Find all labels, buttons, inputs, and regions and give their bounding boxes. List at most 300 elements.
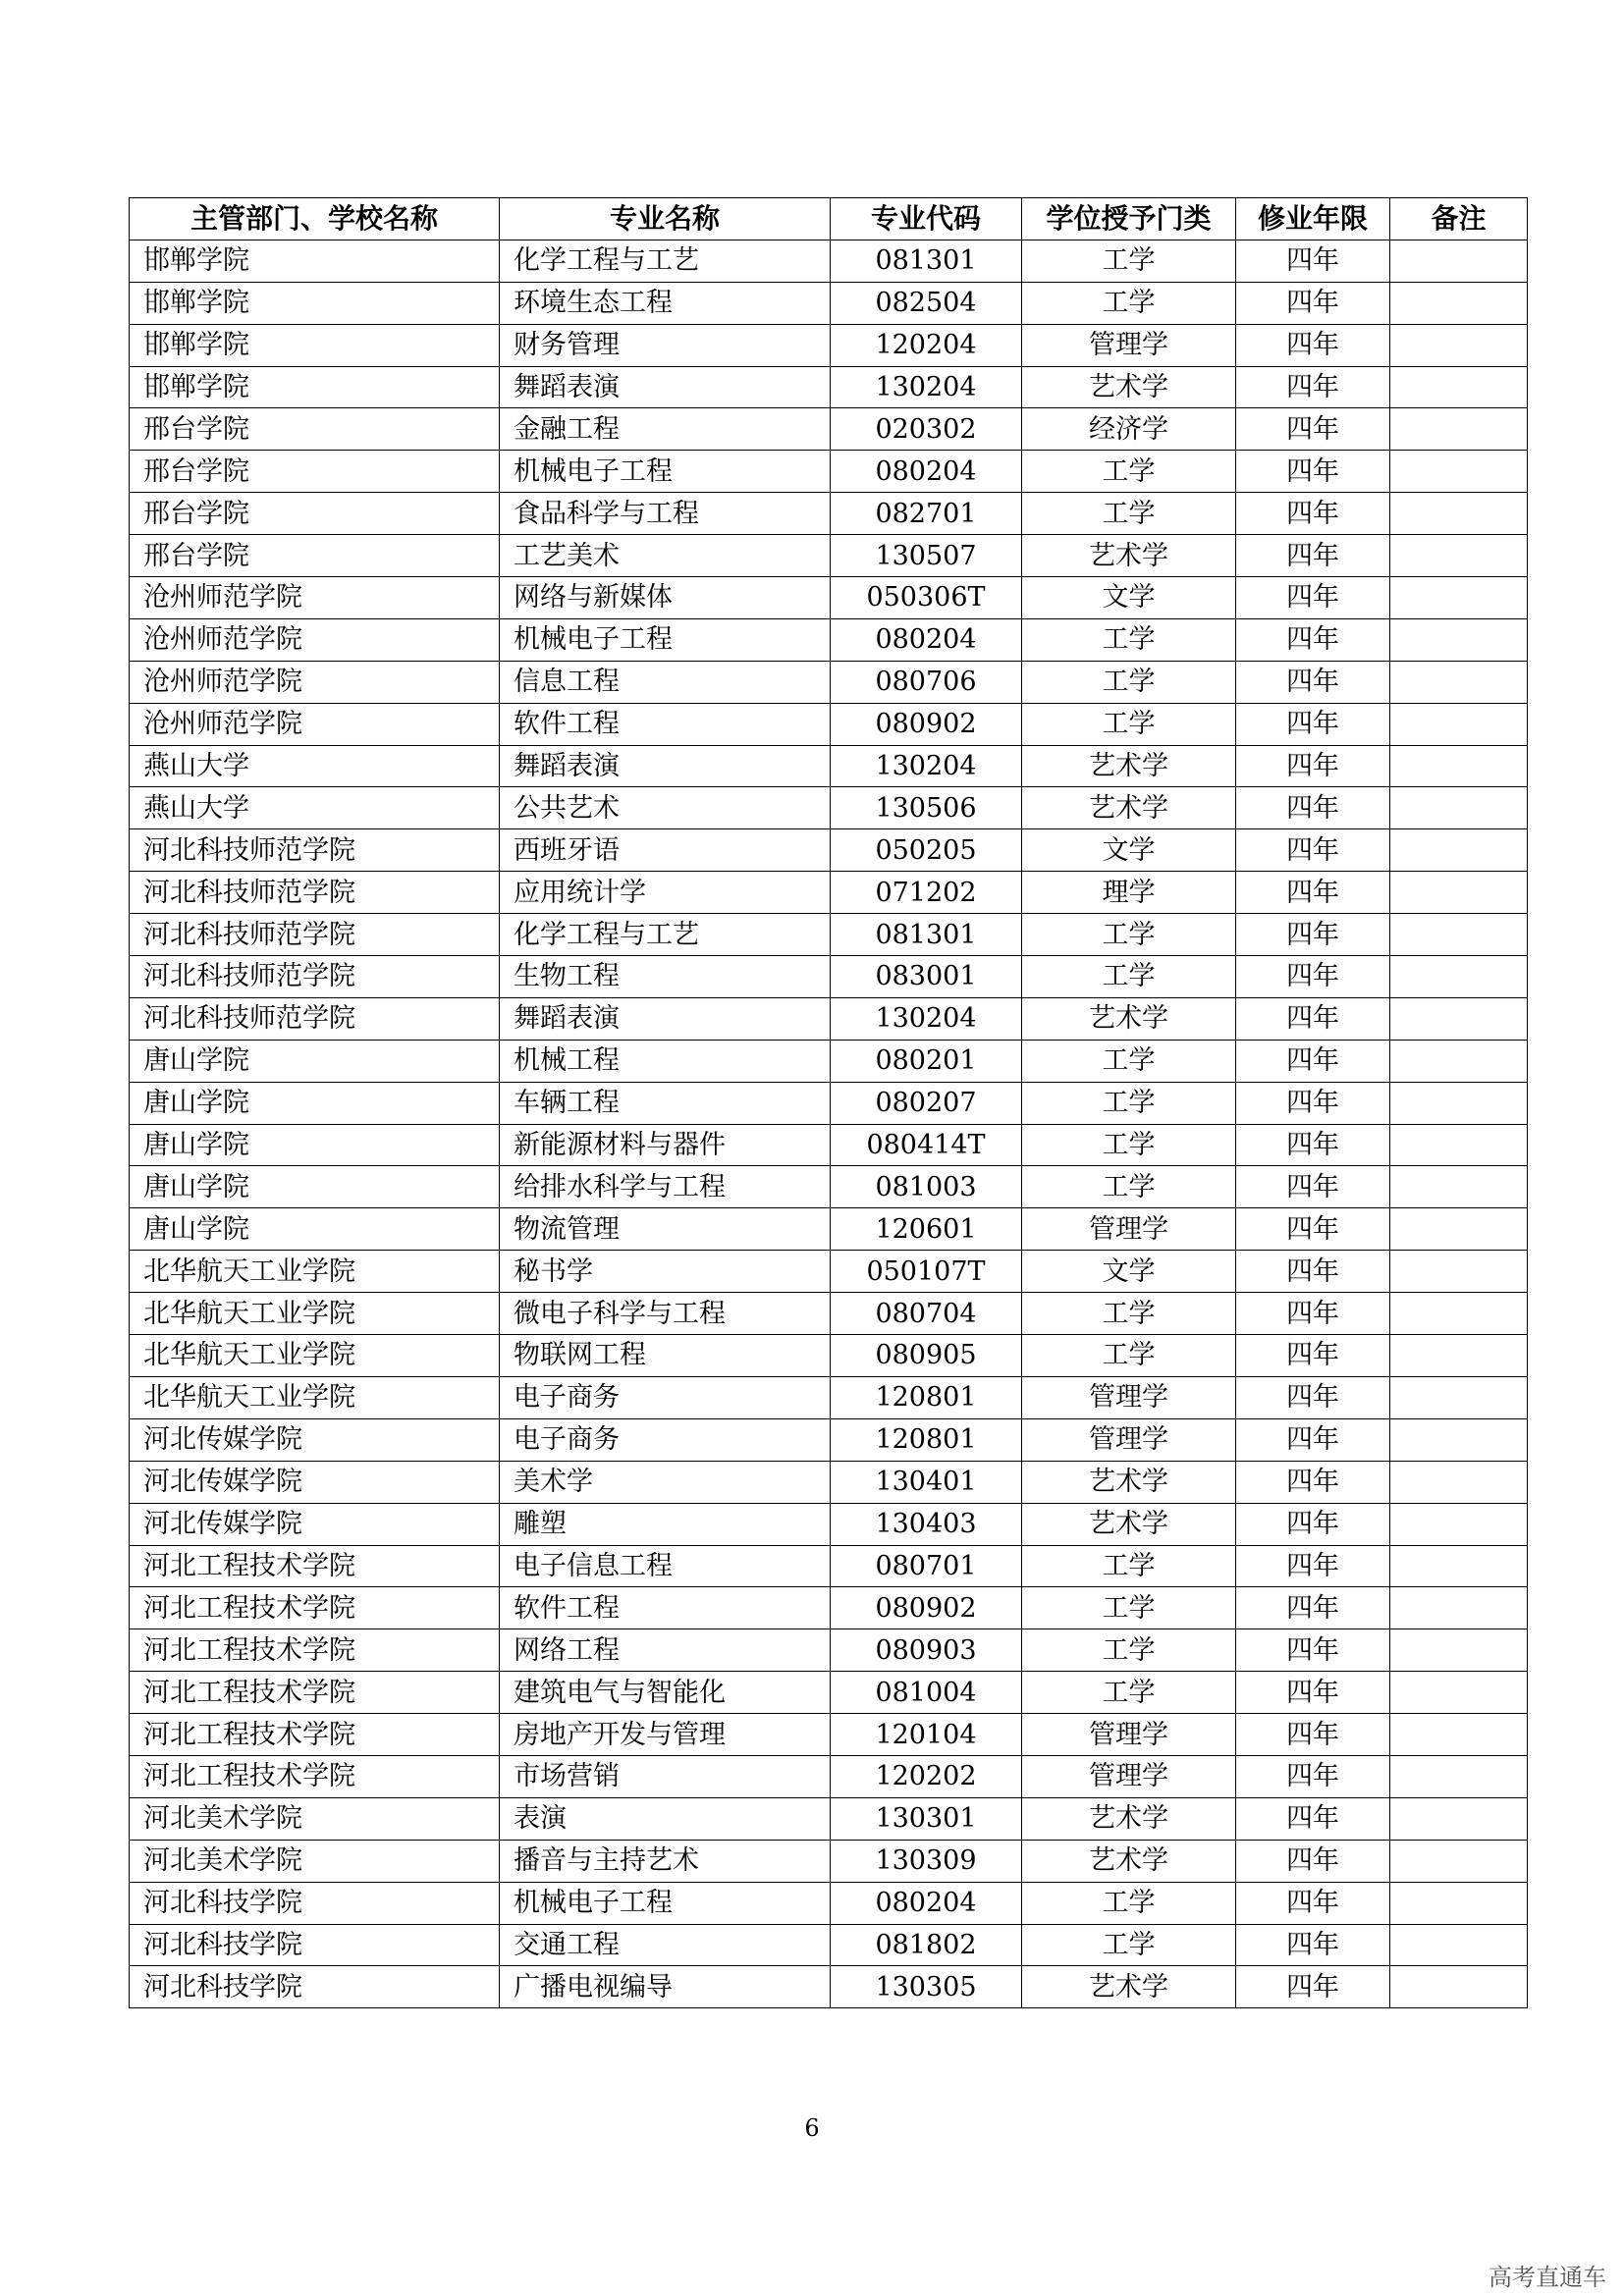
header-degree: 学位授予门类: [1022, 198, 1236, 240]
cell-degree: 管理学: [1022, 1418, 1236, 1461]
table-row: [130, 872, 1528, 914]
cell-major: 美术学: [500, 1461, 831, 1503]
cell-major: 舞蹈表演: [500, 997, 831, 1040]
cell-major: 机械工程: [500, 1040, 831, 1082]
cell-years: 四年: [1236, 1882, 1390, 1924]
cell-code: 050306T: [831, 577, 1022, 619]
cell-school: 河北科技学院: [130, 1966, 500, 2008]
table-row: [130, 1714, 1528, 1756]
cell-code: 080204: [831, 618, 1022, 661]
cell-degree: 管理学: [1022, 1755, 1236, 1797]
cell-code: 130204: [831, 745, 1022, 787]
header-years: 修业年限: [1236, 198, 1390, 240]
cell-major: 交通工程: [500, 1924, 831, 1966]
cell-code: 080207: [831, 1082, 1022, 1124]
cell-note: [1390, 535, 1528, 577]
cell-code: 130507: [831, 535, 1022, 577]
cell-code: 080704: [831, 1293, 1022, 1335]
cell-note: [1390, 1040, 1528, 1082]
table-row: [130, 1966, 1528, 2008]
table-header-row: [130, 198, 1528, 240]
header-major: 专业名称: [500, 198, 831, 240]
cell-code: 083001: [831, 956, 1022, 998]
cell-code: 071202: [831, 872, 1022, 914]
cell-code: 130403: [831, 1503, 1022, 1545]
table-row: [130, 956, 1528, 998]
cell-degree: 工学: [1022, 1882, 1236, 1924]
cell-school: 邢台学院: [130, 451, 500, 493]
cell-note: [1390, 1251, 1528, 1293]
cell-code: 120204: [831, 324, 1022, 366]
table-row: [130, 829, 1528, 872]
cell-major: 电子信息工程: [500, 1545, 831, 1587]
cell-years: 四年: [1236, 1503, 1390, 1545]
cell-years: 四年: [1236, 872, 1390, 914]
cell-degree: 工学: [1022, 703, 1236, 745]
cell-degree: 工学: [1022, 1040, 1236, 1082]
cell-note: [1390, 618, 1528, 661]
table-row: [130, 1672, 1528, 1714]
cell-years: 四年: [1236, 1461, 1390, 1503]
cell-code: 080204: [831, 451, 1022, 493]
cell-code: 080706: [831, 661, 1022, 703]
cell-school: 河北工程技术学院: [130, 1587, 500, 1629]
cell-degree: 工学: [1022, 1124, 1236, 1166]
cell-degree: 艺术学: [1022, 997, 1236, 1040]
cell-note: [1390, 1461, 1528, 1503]
cell-degree: 工学: [1022, 1587, 1236, 1629]
table-row: [130, 661, 1528, 703]
cell-school: 唐山学院: [130, 1040, 500, 1082]
cell-degree: 文学: [1022, 829, 1236, 872]
cell-note: [1390, 1629, 1528, 1672]
cell-note: [1390, 282, 1528, 324]
cell-years: 四年: [1236, 240, 1390, 282]
watermark: 高考直通车: [1489, 2264, 1606, 2291]
cell-years: 四年: [1236, 829, 1390, 872]
cell-years: 四年: [1236, 1040, 1390, 1082]
cell-years: 四年: [1236, 1251, 1390, 1293]
cell-degree: 工学: [1022, 240, 1236, 282]
cell-note: [1390, 1124, 1528, 1166]
cell-degree: 艺术学: [1022, 366, 1236, 408]
cell-school: 沧州师范学院: [130, 577, 500, 619]
cell-years: 四年: [1236, 366, 1390, 408]
cell-major: 化学工程与工艺: [500, 240, 831, 282]
cell-school: 河北工程技术学院: [130, 1755, 500, 1797]
cell-note: [1390, 661, 1528, 703]
cell-years: 四年: [1236, 1924, 1390, 1966]
cell-years: 四年: [1236, 1755, 1390, 1797]
cell-code: 081802: [831, 1924, 1022, 1966]
cell-major: 房地产开发与管理: [500, 1714, 831, 1756]
cell-degree: 艺术学: [1022, 1503, 1236, 1545]
cell-note: [1390, 1166, 1528, 1208]
cell-major: 电子商务: [500, 1376, 831, 1418]
cell-note: [1390, 1840, 1528, 1882]
cell-school: 河北科技学院: [130, 1924, 500, 1966]
cell-note: [1390, 1376, 1528, 1418]
cell-major: 舞蹈表演: [500, 745, 831, 787]
cell-years: 四年: [1236, 787, 1390, 829]
cell-major: 电子商务: [500, 1418, 831, 1461]
cell-degree: 理学: [1022, 872, 1236, 914]
cell-note: [1390, 1293, 1528, 1335]
cell-major: 信息工程: [500, 661, 831, 703]
cell-school: 邯郸学院: [130, 282, 500, 324]
table-row: [130, 914, 1528, 956]
header-note: 备注: [1390, 198, 1528, 240]
cell-note: [1390, 1924, 1528, 1966]
cell-degree: 工学: [1022, 1545, 1236, 1587]
cell-note: [1390, 408, 1528, 451]
cell-code: 130301: [831, 1797, 1022, 1840]
cell-school: 唐山学院: [130, 1124, 500, 1166]
cell-major: 物流管理: [500, 1208, 831, 1251]
cell-note: [1390, 1882, 1528, 1924]
cell-years: 四年: [1236, 1672, 1390, 1714]
cell-note: [1390, 956, 1528, 998]
cell-note: [1390, 745, 1528, 787]
cell-years: 四年: [1236, 1840, 1390, 1882]
cell-degree: 工学: [1022, 282, 1236, 324]
cell-school: 邯郸学院: [130, 366, 500, 408]
header-school: 主管部门、学校名称: [130, 198, 500, 240]
cell-code: 080201: [831, 1040, 1022, 1082]
table-row: [130, 1208, 1528, 1251]
cell-code: 080905: [831, 1335, 1022, 1377]
cell-degree: 艺术学: [1022, 1840, 1236, 1882]
cell-school: 唐山学院: [130, 1166, 500, 1208]
cell-school: 河北传媒学院: [130, 1503, 500, 1545]
cell-degree: 工学: [1022, 1672, 1236, 1714]
table-row: [130, 577, 1528, 619]
table-row: [130, 282, 1528, 324]
table-row: [130, 1251, 1528, 1293]
cell-years: 四年: [1236, 1335, 1390, 1377]
cell-years: 四年: [1236, 451, 1390, 493]
cell-school: 沧州师范学院: [130, 618, 500, 661]
cell-degree: 艺术学: [1022, 1461, 1236, 1503]
cell-note: [1390, 451, 1528, 493]
cell-degree: 管理学: [1022, 1714, 1236, 1756]
cell-code: 050205: [831, 829, 1022, 872]
table-row: [130, 1124, 1528, 1166]
cell-years: 四年: [1236, 1629, 1390, 1672]
cell-note: [1390, 1714, 1528, 1756]
table-row: [130, 997, 1528, 1040]
cell-note: [1390, 872, 1528, 914]
cell-code: 120601: [831, 1208, 1022, 1251]
cell-major: 雕塑: [500, 1503, 831, 1545]
table-row: [130, 408, 1528, 451]
cell-years: 四年: [1236, 1545, 1390, 1587]
cell-note: [1390, 493, 1528, 535]
cell-note: [1390, 1545, 1528, 1587]
cell-years: 四年: [1236, 618, 1390, 661]
cell-degree: 艺术学: [1022, 1966, 1236, 2008]
table-row: [130, 1840, 1528, 1882]
cell-code: 120801: [831, 1376, 1022, 1418]
cell-school: 河北工程技术学院: [130, 1672, 500, 1714]
cell-degree: 工学: [1022, 1293, 1236, 1335]
cell-major: 给排水科学与工程: [500, 1166, 831, 1208]
table-row: [130, 1461, 1528, 1503]
cell-school: 北华航天工业学院: [130, 1251, 500, 1293]
cell-code: 120801: [831, 1418, 1022, 1461]
cell-major: 应用统计学: [500, 872, 831, 914]
cell-years: 四年: [1236, 1376, 1390, 1418]
cell-major: 生物工程: [500, 956, 831, 998]
cell-school: 河北科技师范学院: [130, 872, 500, 914]
cell-school: 北华航天工业学院: [130, 1335, 500, 1377]
cell-degree: 工学: [1022, 1082, 1236, 1124]
cell-note: [1390, 1418, 1528, 1461]
cell-code: 081301: [831, 240, 1022, 282]
cell-major: 金融工程: [500, 408, 831, 451]
cell-note: [1390, 787, 1528, 829]
cell-code: 020302: [831, 408, 1022, 451]
cell-note: [1390, 1587, 1528, 1629]
table-row: [130, 493, 1528, 535]
cell-school: 北华航天工业学院: [130, 1376, 500, 1418]
table-row: [130, 703, 1528, 745]
cell-code: 130305: [831, 1966, 1022, 2008]
cell-degree: 工学: [1022, 956, 1236, 998]
table-row: [130, 451, 1528, 493]
cell-years: 四年: [1236, 1124, 1390, 1166]
table-row: [130, 1587, 1528, 1629]
cell-code: 081004: [831, 1672, 1022, 1714]
cell-school: 邢台学院: [130, 535, 500, 577]
cell-degree: 工学: [1022, 1166, 1236, 1208]
cell-code: 080902: [831, 1587, 1022, 1629]
cell-school: 河北工程技术学院: [130, 1629, 500, 1672]
page-number: 6: [804, 2114, 820, 2142]
cell-major: 西班牙语: [500, 829, 831, 872]
cell-years: 四年: [1236, 493, 1390, 535]
cell-years: 四年: [1236, 1587, 1390, 1629]
cell-major: 工艺美术: [500, 535, 831, 577]
cell-code: 050107T: [831, 1251, 1022, 1293]
cell-degree: 艺术学: [1022, 535, 1236, 577]
cell-school: 燕山大学: [130, 745, 500, 787]
cell-school: 北华航天工业学院: [130, 1293, 500, 1335]
table-row: [130, 1293, 1528, 1335]
table-row: [130, 1924, 1528, 1966]
table-row: [130, 745, 1528, 787]
cell-school: 河北科技学院: [130, 1882, 500, 1924]
cell-school: 河北科技师范学院: [130, 829, 500, 872]
table-row: [130, 1503, 1528, 1545]
cell-years: 四年: [1236, 1797, 1390, 1840]
cell-note: [1390, 1797, 1528, 1840]
cell-years: 四年: [1236, 1714, 1390, 1756]
cell-years: 四年: [1236, 408, 1390, 451]
cell-code: 080204: [831, 1882, 1022, 1924]
table-row: [130, 1040, 1528, 1082]
cell-years: 四年: [1236, 703, 1390, 745]
cell-major: 播音与主持艺术: [500, 1840, 831, 1882]
cell-years: 四年: [1236, 1166, 1390, 1208]
cell-major: 秘书学: [500, 1251, 831, 1293]
cell-major: 网络与新媒体: [500, 577, 831, 619]
cell-major: 机械电子工程: [500, 618, 831, 661]
cell-code: 130309: [831, 1840, 1022, 1882]
cell-degree: 艺术学: [1022, 745, 1236, 787]
cell-degree: 管理学: [1022, 1376, 1236, 1418]
cell-code: 130204: [831, 366, 1022, 408]
cell-major: 财务管理: [500, 324, 831, 366]
cell-note: [1390, 577, 1528, 619]
cell-major: 物联网工程: [500, 1335, 831, 1377]
major-list-table: [129, 197, 1528, 2008]
table-row: [130, 366, 1528, 408]
cell-degree: 文学: [1022, 577, 1236, 619]
cell-years: 四年: [1236, 577, 1390, 619]
cell-degree: 工学: [1022, 618, 1236, 661]
cell-years: 四年: [1236, 1966, 1390, 2008]
table-row: [130, 1755, 1528, 1797]
table-row: [130, 1797, 1528, 1840]
cell-major: 软件工程: [500, 703, 831, 745]
cell-years: 四年: [1236, 956, 1390, 998]
cell-code: 130506: [831, 787, 1022, 829]
cell-code: 120202: [831, 1755, 1022, 1797]
cell-major: 市场营销: [500, 1755, 831, 1797]
cell-major: 舞蹈表演: [500, 366, 831, 408]
cell-years: 四年: [1236, 282, 1390, 324]
cell-code: 082701: [831, 493, 1022, 535]
cell-school: 邯郸学院: [130, 240, 500, 282]
table-row: [130, 1082, 1528, 1124]
cell-years: 四年: [1236, 324, 1390, 366]
cell-years: 四年: [1236, 1418, 1390, 1461]
cell-major: 网络工程: [500, 1629, 831, 1672]
cell-major: 表演: [500, 1797, 831, 1840]
cell-code: 120104: [831, 1714, 1022, 1756]
header-code: 专业代码: [831, 198, 1022, 240]
table-row: [130, 324, 1528, 366]
cell-code: 080701: [831, 1545, 1022, 1587]
cell-school: 邢台学院: [130, 493, 500, 535]
cell-school: 河北传媒学院: [130, 1461, 500, 1503]
cell-major: 广播电视编导: [500, 1966, 831, 2008]
cell-note: [1390, 703, 1528, 745]
cell-note: [1390, 1755, 1528, 1797]
cell-code: 081003: [831, 1166, 1022, 1208]
cell-code: 082504: [831, 282, 1022, 324]
cell-school: 沧州师范学院: [130, 703, 500, 745]
table-row: [130, 618, 1528, 661]
cell-years: 四年: [1236, 914, 1390, 956]
cell-school: 邢台学院: [130, 408, 500, 451]
cell-school: 河北传媒学院: [130, 1418, 500, 1461]
cell-years: 四年: [1236, 1293, 1390, 1335]
cell-school: 河北工程技术学院: [130, 1545, 500, 1587]
cell-degree: 文学: [1022, 1251, 1236, 1293]
cell-note: [1390, 366, 1528, 408]
cell-school: 河北美术学院: [130, 1840, 500, 1882]
cell-code: 080414T: [831, 1124, 1022, 1166]
table-row: [130, 1335, 1528, 1377]
cell-degree: 工学: [1022, 1629, 1236, 1672]
cell-school: 河北工程技术学院: [130, 1714, 500, 1756]
cell-note: [1390, 914, 1528, 956]
cell-school: 河北科技师范学院: [130, 997, 500, 1040]
cell-note: [1390, 1335, 1528, 1377]
cell-code: 080903: [831, 1629, 1022, 1672]
cell-code: 081301: [831, 914, 1022, 956]
cell-degree: 管理学: [1022, 324, 1236, 366]
cell-degree: 工学: [1022, 661, 1236, 703]
table-row: [130, 1882, 1528, 1924]
table-row: [130, 1629, 1528, 1672]
cell-degree: 经济学: [1022, 408, 1236, 451]
cell-school: 邯郸学院: [130, 324, 500, 366]
cell-degree: 管理学: [1022, 1208, 1236, 1251]
cell-major: 化学工程与工艺: [500, 914, 831, 956]
cell-school: 唐山学院: [130, 1208, 500, 1251]
cell-note: [1390, 829, 1528, 872]
cell-years: 四年: [1236, 661, 1390, 703]
cell-years: 四年: [1236, 1208, 1390, 1251]
cell-degree: 艺术学: [1022, 1797, 1236, 1840]
table-row: [130, 535, 1528, 577]
cell-note: [1390, 997, 1528, 1040]
cell-note: [1390, 1208, 1528, 1251]
cell-school: 唐山学院: [130, 1082, 500, 1124]
table-row: [130, 1545, 1528, 1587]
cell-major: 环境生态工程: [500, 282, 831, 324]
cell-school: 河北美术学院: [130, 1797, 500, 1840]
table-row: [130, 1376, 1528, 1418]
cell-note: [1390, 1503, 1528, 1545]
cell-degree: 艺术学: [1022, 787, 1236, 829]
table-row: [130, 1166, 1528, 1208]
table-row: [130, 1418, 1528, 1461]
cell-code: 130401: [831, 1461, 1022, 1503]
table-row: [130, 787, 1528, 829]
cell-major: 新能源材料与器件: [500, 1124, 831, 1166]
cell-school: 河北科技师范学院: [130, 956, 500, 998]
cell-major: 机械电子工程: [500, 1882, 831, 1924]
cell-degree: 工学: [1022, 493, 1236, 535]
cell-degree: 工学: [1022, 451, 1236, 493]
cell-school: 沧州师范学院: [130, 661, 500, 703]
cell-note: [1390, 324, 1528, 366]
cell-major: 软件工程: [500, 1587, 831, 1629]
cell-major: 公共艺术: [500, 787, 831, 829]
cell-note: [1390, 1672, 1528, 1714]
cell-years: 四年: [1236, 997, 1390, 1040]
cell-major: 建筑电气与智能化: [500, 1672, 831, 1714]
cell-note: [1390, 1966, 1528, 2008]
cell-years: 四年: [1236, 745, 1390, 787]
cell-code: 130204: [831, 997, 1022, 1040]
cell-school: 燕山大学: [130, 787, 500, 829]
cell-degree: 工学: [1022, 914, 1236, 956]
cell-major: 车辆工程: [500, 1082, 831, 1124]
table-row: [130, 240, 1528, 282]
cell-major: 食品科学与工程: [500, 493, 831, 535]
cell-major: 微电子科学与工程: [500, 1293, 831, 1335]
cell-degree: 工学: [1022, 1335, 1236, 1377]
cell-years: 四年: [1236, 1082, 1390, 1124]
cell-note: [1390, 240, 1528, 282]
cell-major: 机械电子工程: [500, 451, 831, 493]
cell-school: 河北科技师范学院: [130, 914, 500, 956]
